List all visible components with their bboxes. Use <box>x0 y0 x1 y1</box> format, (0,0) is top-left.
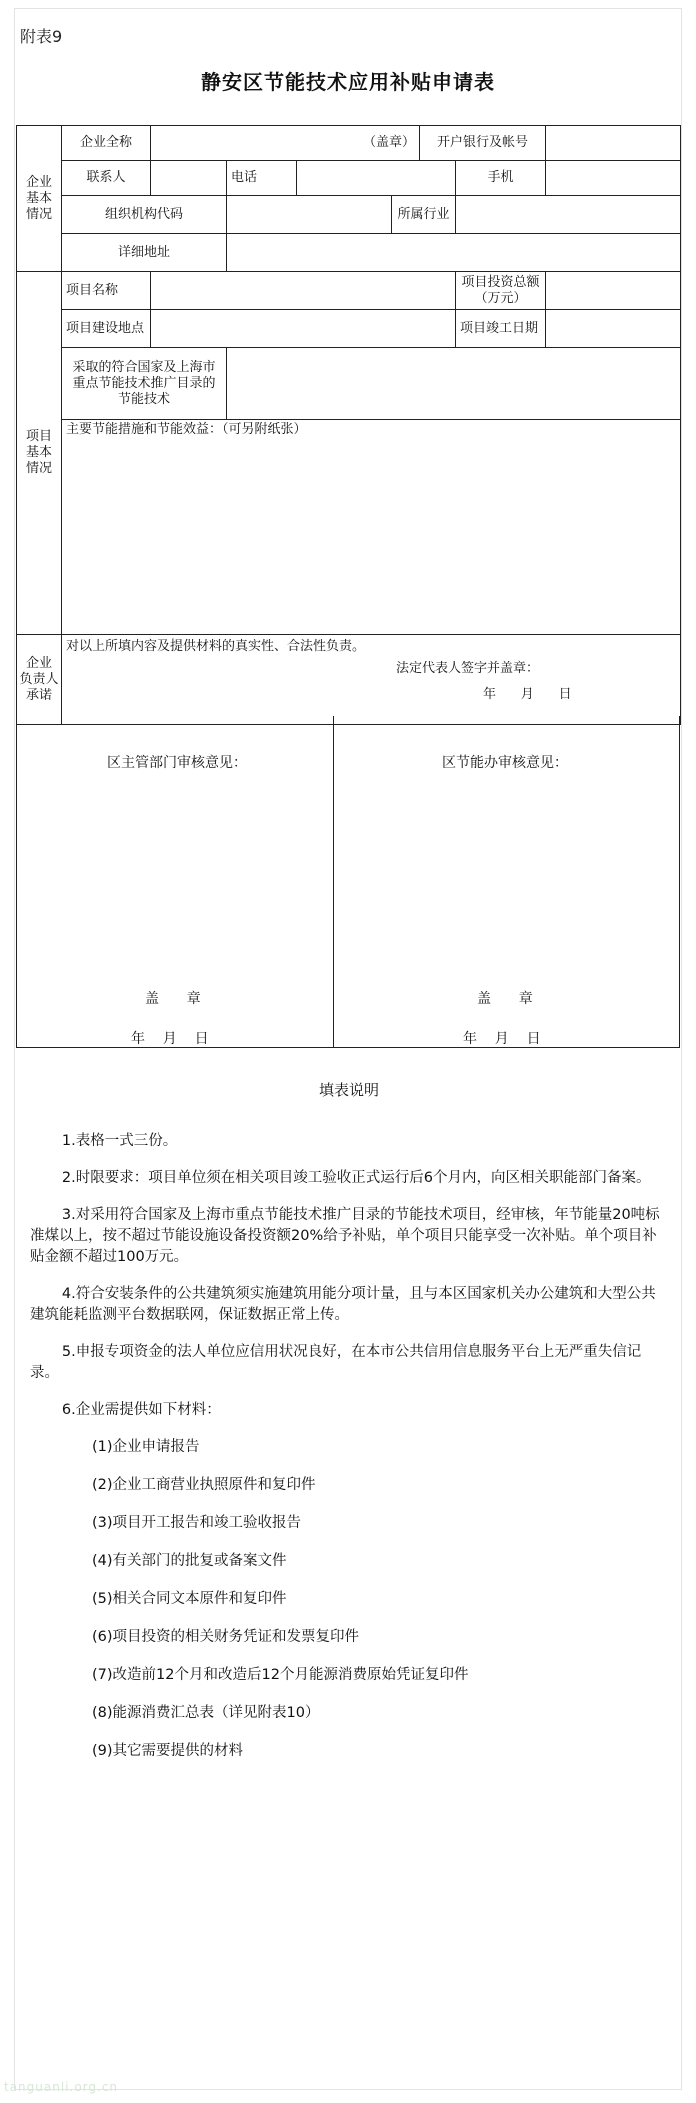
seal-note: （盖章） <box>363 135 416 150</box>
location-label: 项目建设地点 <box>62 310 151 348</box>
material-item: (7)改造前12个月和改造后12个月能源消费原始凭证复印件 <box>92 1667 469 1683</box>
location-field[interactable] <box>151 310 456 348</box>
audit-section <box>16 716 680 1048</box>
bank-account-label: 开户银行及帐号 <box>420 126 546 161</box>
instruction-item: 5.申报专项资金的法人单位应信用状况良好，在本市公共信用信息服务平台上无严重失信记录。 <box>30 1344 642 1381</box>
page-title: 静安区节能技术应用补贴申请表 <box>201 70 495 94</box>
material-item: (9)其它需要提供的材料 <box>92 1743 244 1759</box>
section-company-label: 企业 基本 情况 <box>17 126 62 272</box>
instruction-item: 3.对采用符合国家及上海市重点节能技术推广目录的节能技术项目，经审核，年节能量20吨标准煤以上，按不超过节能设施设备投资额20%给予补贴，单个项目只能享受一次补贴。单个项目补贴金额不超过100万元。 <box>30 1207 660 1265</box>
material-item: (2)企业工商营业执照原件和复印件 <box>92 1477 316 1493</box>
adopted-tech-label: 采取的符合国家及上海市 重点节能技术推广目录的 节能技术 <box>62 348 227 420</box>
material-item: (1)企业申请报告 <box>92 1439 200 1455</box>
instructions-title: 填表说明 <box>318 1081 379 1099</box>
pledge-cell <box>62 635 681 725</box>
org-code-field[interactable] <box>227 196 392 234</box>
material-item: (3)项目开工报告和竣工验收报告 <box>92 1515 302 1531</box>
industry-label: 所属行业 <box>392 196 456 234</box>
contact-field[interactable] <box>151 161 227 196</box>
project-name-field[interactable] <box>151 272 456 310</box>
section-pledge-label: 企业 负责人 承诺 <box>17 635 62 725</box>
energy-office-date: 年 月 日 <box>463 1031 541 1047</box>
energy-office-opinion-label: 区节能办审核意见： <box>442 755 568 771</box>
instruction-item: 2.时限要求：项目单位须在相关项目竣工验收正式运行后6个月内，向区相关职能部门备案。 <box>61 1170 651 1186</box>
adopted-tech-field[interactable] <box>227 348 681 420</box>
instruction-item: 4.符合安装条件的公共建筑须实施建筑用能分项计量，且与本区国家机关办公建筑和大型公共建筑能耗监测平台数据联网，保证数据正常上传。 <box>30 1286 656 1323</box>
watermark: tanguanli.org.cn <box>4 2080 119 2094</box>
measures-field[interactable] <box>62 420 681 635</box>
phone-field[interactable] <box>297 161 456 196</box>
org-code-label: 组织机构代码 <box>62 196 227 234</box>
application-form <box>16 125 681 725</box>
mobile-label: 手机 <box>456 161 546 196</box>
bank-account-field[interactable] <box>546 126 681 161</box>
completion-date-label: 项目竣工日期 <box>456 310 546 348</box>
material-item: (4)有关部门的批复或备案文件 <box>92 1553 287 1569</box>
instruction-item: 1.表格一式三份。 <box>61 1133 178 1149</box>
material-item: (6)项目投资的相关财务凭证和发票复印件 <box>92 1629 360 1645</box>
audit-divider <box>333 716 334 1047</box>
material-item: (5)相关合同文本原件和复印件 <box>92 1591 287 1607</box>
sign-label: 法定代表人签字并盖章： <box>396 661 540 676</box>
investment-field[interactable] <box>546 272 681 310</box>
appendix-label: 附表9 <box>20 27 63 46</box>
contact-label: 联系人 <box>62 161 151 196</box>
address-label: 详细地址 <box>62 234 227 272</box>
district-dept-opinion-label: 区主管部门审核意见： <box>107 755 247 771</box>
instruction-item: 6.企业需提供如下材料： <box>61 1402 221 1418</box>
district-dept-date: 年 月 日 <box>131 1031 209 1047</box>
investment-label: 项目投资总额 （万元） <box>456 272 546 310</box>
instructions <box>30 1080 668 1779</box>
district-dept-seal: 盖 章 <box>145 991 203 1007</box>
measures-label: 主要节能措施和节能效益：（可另附纸张） <box>66 422 307 437</box>
mobile-field[interactable] <box>546 161 681 196</box>
pledge-date: 年 月 日 <box>483 687 572 702</box>
phone-label: 电话 <box>227 161 297 196</box>
completion-date-field[interactable] <box>546 310 681 348</box>
industry-field[interactable] <box>456 196 681 234</box>
project-name-label: 项目名称 <box>62 272 151 310</box>
section-project-label: 项目 基本 情况 <box>17 272 62 635</box>
address-field[interactable] <box>227 234 681 272</box>
company-name-field[interactable] <box>151 126 420 161</box>
pledge-text: 对以上所填内容及提供材料的真实性、合法性负责。 <box>66 639 366 654</box>
material-item: (8)能源消费汇总表（详见附表10） <box>92 1705 320 1721</box>
company-name-label: 企业全称 <box>62 126 151 161</box>
energy-office-seal: 盖 章 <box>477 991 535 1007</box>
